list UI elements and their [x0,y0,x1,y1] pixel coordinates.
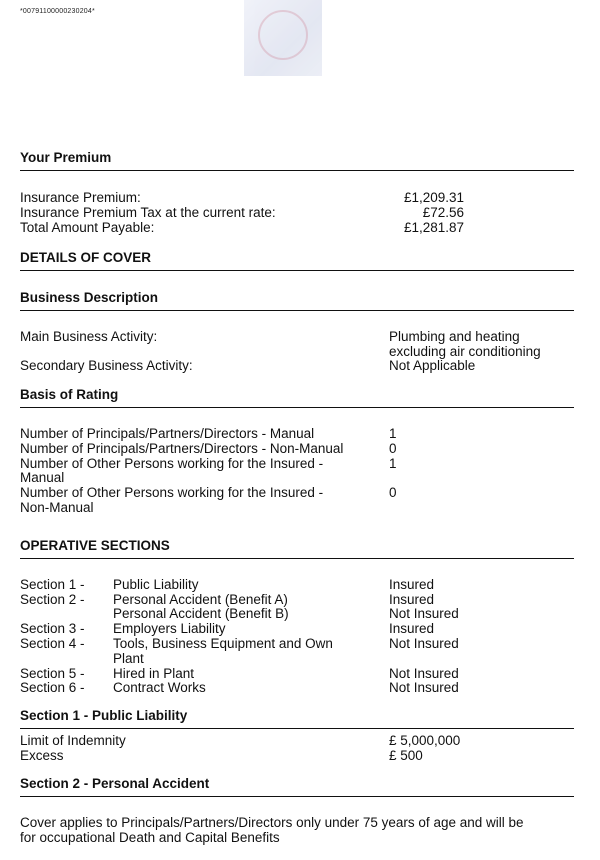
rating-label: Number of Other Persons working for the Insured - [20,485,324,500]
secondary-activity-value: Not Applicable [389,358,476,373]
section-status: Not Insured [389,606,459,621]
total-value: £1,281.87 [403,220,464,235]
business-description-heading: Business Description [20,290,159,305]
ipt-value: £72.56 [422,205,464,220]
section-number: Section 5 - [20,666,85,681]
section-name: Public Liability [113,577,199,592]
details-of-cover-heading: DETAILS OF COVER [20,250,152,265]
rating-label: Number of Principals/Partners/Directors - Non-Manual [20,441,344,456]
main-activity-label: Main Business Activity: [20,329,158,344]
divider [20,170,574,171]
excess-value: £ 500 [389,748,423,763]
section-status: Insured [389,592,435,607]
ipt-label: Insurance Premium Tax at the current rate: [20,205,276,220]
premium-label: Insurance Premium: [20,190,141,205]
section-name: Contract Works [113,680,206,695]
rating-value: 0 [389,441,397,456]
logo-stroke [258,10,308,60]
total-label: Total Amount Payable: [20,220,155,235]
section-number: Section 3 - [20,621,85,636]
divider [20,796,574,797]
divider [20,270,574,271]
section-name: Personal Accident (Benefit B) [113,606,289,621]
section-name: Tools, Business Equipment and Own [113,636,333,651]
section-number: Section 2 - [20,592,85,607]
excess-label: Excess [20,748,64,763]
secondary-activity-label: Secondary Business Activity: [20,358,193,373]
logo-watermark [244,0,322,76]
section-number: Section 1 - [20,577,85,592]
section-name: Employers Liability [113,621,226,636]
basis-of-rating-heading: Basis of Rating [20,387,119,402]
operative-sections-heading: OPERATIVE SECTIONS [20,538,170,553]
divider [20,310,574,311]
section-name-cont: Plant [113,651,144,666]
rating-label: Number of Other Persons working for the Insured - [20,456,324,471]
section-status: Not Insured [389,666,459,681]
your-premium-heading: Your Premium [20,150,112,165]
rating-value: 1 [389,426,397,441]
rating-value: 1 [389,456,397,471]
barcode-text: *00791100000230204* [20,8,95,15]
section-status: Insured [389,577,435,592]
rating-label: Number of Principals/Partners/Directors - Manual [20,426,315,441]
section-name: Personal Accident (Benefit A) [113,592,288,607]
section-name: Hired in Plant [113,666,195,681]
section2-heading: Section 2 - Personal Accident [20,776,210,791]
section2-text: Cover applies to Principals/Partners/Directors only under 75 years of age and will be [20,815,524,830]
section-number: Section 6 - [20,680,85,695]
section-number: Section 4 - [20,636,85,651]
section1-heading: Section 1 - Public Liability [20,708,188,723]
rating-value: 0 [389,485,397,500]
main-activity-value-cont: excluding air conditioning [389,344,541,359]
main-activity-value: Plumbing and heating [389,329,520,344]
section-status: Not Insured [389,680,459,695]
premium-value: £1,209.31 [403,190,464,205]
divider [20,407,574,408]
limit-of-indemnity-value: £ 5,000,000 [389,733,461,748]
section2-text-cont: for occupational Death and Capital Benefits [20,830,280,845]
limit-of-indemnity-label: Limit of Indemnity [20,733,126,748]
divider [20,558,574,559]
section-status: Insured [389,621,435,636]
section-status: Not Insured [389,636,459,651]
rating-label-cont: Non-Manual [20,500,94,515]
divider [20,728,574,729]
rating-label-cont: Manual [20,470,65,485]
